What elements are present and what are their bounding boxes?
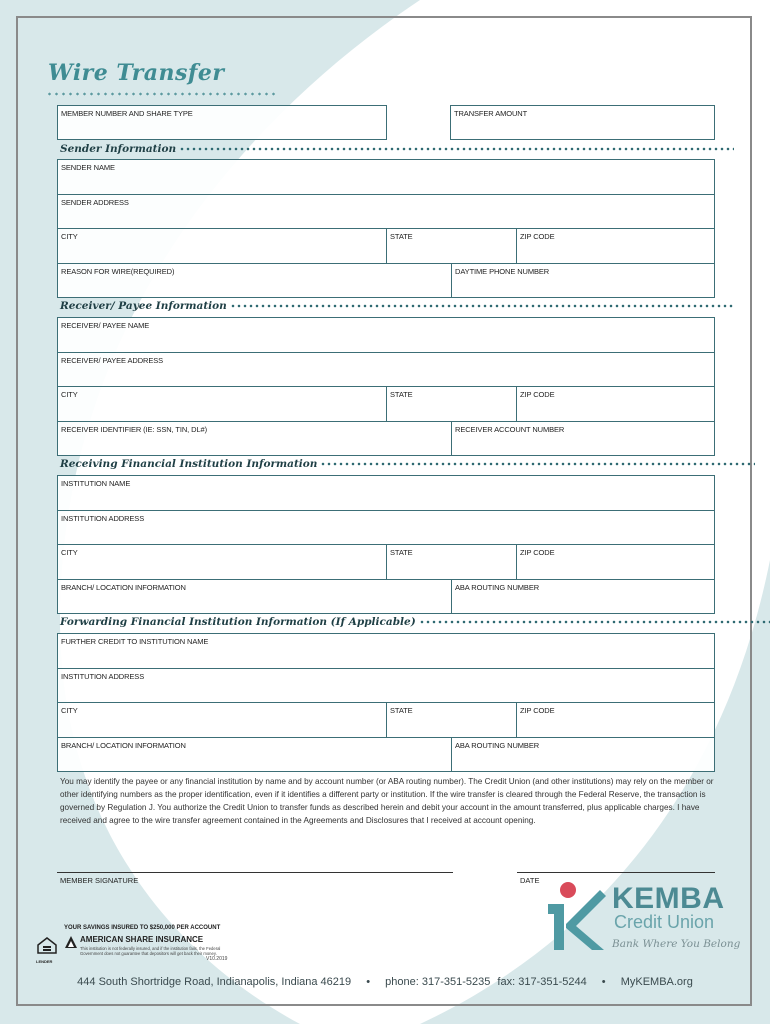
further-credit-name-field[interactable] <box>58 634 714 669</box>
receiving-fi-section-heading: Receiving Financial Institution Information <box>60 458 755 472</box>
brand-subtitle: Credit Union <box>614 912 715 932</box>
forwarding-city-row <box>58 702 714 737</box>
sender-reason-row <box>58 263 714 298</box>
city-label: CITY <box>61 706 78 715</box>
disclaimer-text: You may identify the payee or any financial institution by name and by account number (or ABA routing number). The Credit Union (and other institutions) may rely on the member or other identifying numbers as the proper identification, even if it identifies a different party or institution. If the wire transfer is cleared through the Federal Reserve, the transaction is governed by Regulation J. You authorize the Credit Union to transfer funds as described herein and debit your account in the amount transferred, plus applicable charges. I have received and agree to the wire transfer agreement contained in the Agreements and Disclosures that I received at account opening. <box>60 777 714 825</box>
forwarding-fi-section <box>57 633 715 772</box>
institution-city-row <box>58 544 714 579</box>
daytime-phone-field[interactable] <box>451 264 714 298</box>
aba-label: ABA ROUTING NUMBER <box>455 741 540 750</box>
receiver-account-field[interactable] <box>451 422 714 456</box>
identifier-label: RECEIVER IDENTIFIER (IE: SSN, TIN, DL#) <box>61 425 207 434</box>
transfer-amount-label: TRANSFER AMOUNT <box>454 109 528 118</box>
receiver-address-field[interactable] <box>58 352 714 387</box>
sender-name-label: SENDER NAME <box>61 163 115 172</box>
receiver-name-field[interactable] <box>58 318 714 353</box>
equal-housing-lender-icon <box>36 935 58 959</box>
lender-label: LENDER <box>36 959 53 964</box>
aba-label: ABA ROUTING NUMBER <box>455 583 540 592</box>
insurance-line1: YOUR SAVINGS INSURED TO $250,000 PER ACCOUNT <box>64 925 221 931</box>
footer-fax: fax: 317-351-5244 <box>497 976 587 988</box>
footer-phone: phone: 317-351-5235 <box>385 976 491 988</box>
institution-address-label: INSTITUTION ADDRESS <box>61 514 145 523</box>
receiver-section-heading: Receiver/ Payee Information <box>60 300 735 314</box>
zip-label: ZIP CODE <box>520 232 555 241</box>
footer-website-link[interactable]: MyKEMBA.org <box>620 976 693 988</box>
institution-name-field[interactable] <box>58 476 714 511</box>
state-label: STATE <box>390 548 413 557</box>
signature-label: MEMBER SIGNATURE <box>60 876 139 885</box>
receiver-address-label: RECEIVER/ PAYEE ADDRESS <box>61 356 164 365</box>
signature-line[interactable] <box>57 872 453 873</box>
reason-for-wire-field[interactable] <box>58 264 451 298</box>
member-number-field[interactable] <box>57 105 387 140</box>
sender-state-field[interactable] <box>386 229 516 263</box>
branch-location-field[interactable] <box>58 580 451 614</box>
transfer-amount-field[interactable] <box>450 105 715 140</box>
forwarding-state-field[interactable] <box>386 703 516 737</box>
date-label: DATE <box>520 876 540 885</box>
institution-zip-field[interactable] <box>516 545 714 579</box>
forwarding-branch-row <box>58 737 714 772</box>
brand-name: KEMBA <box>612 882 725 915</box>
receiver-zip-field[interactable] <box>516 387 714 421</box>
kemba-k-logo-icon <box>544 880 608 952</box>
institution-state-field[interactable] <box>386 545 516 579</box>
sender-section-heading: Sender Information <box>60 143 734 157</box>
aba-routing-field[interactable] <box>451 580 714 614</box>
receiver-name-label: RECEIVER/ PAYEE NAME <box>61 321 150 330</box>
further-credit-label: FURTHER CREDIT TO INSTITUTION NAME <box>61 637 209 646</box>
receiver-id-row <box>58 421 714 456</box>
footer-separator: • <box>366 976 371 988</box>
date-line[interactable] <box>517 872 715 873</box>
city-label: CITY <box>61 390 78 399</box>
branch-label: BRANCH/ LOCATION INFORMATION <box>61 741 186 750</box>
sender-city-field[interactable] <box>58 229 386 263</box>
brand-tagline: Bank Where You Belong <box>612 938 741 950</box>
city-label: CITY <box>61 548 78 557</box>
receiver-city-field[interactable] <box>58 387 386 421</box>
zip-label: ZIP CODE <box>520 548 555 557</box>
sender-name-field[interactable] <box>58 160 714 195</box>
footer-contact <box>0 976 770 988</box>
receiving-fi-section <box>57 475 715 614</box>
receiver-identifier-field[interactable] <box>58 422 451 456</box>
zip-label: ZIP CODE <box>520 706 555 715</box>
forwarding-branch-field[interactable] <box>58 738 451 772</box>
member-number-label: MEMBER NUMBER AND SHARE TYPE <box>61 109 193 118</box>
forwarding-address-field[interactable] <box>58 668 714 703</box>
state-label: STATE <box>390 390 413 399</box>
insurance-fine-print: This institution is not federally insured, and if the institution fails, the Federal Government does not guarantee that depositors will get back their money. <box>80 946 221 956</box>
forwarding-city-field[interactable] <box>58 703 386 737</box>
sender-address-field[interactable] <box>58 194 714 229</box>
forwarding-address-label: INSTITUTION ADDRESS <box>61 672 145 681</box>
branch-label: BRANCH/ LOCATION INFORMATION <box>61 583 186 592</box>
insurance-line2: AMERICAN SHARE INSURANCE <box>80 935 204 944</box>
sender-address-label: SENDER ADDRESS <box>61 198 129 207</box>
account-label: RECEIVER ACCOUNT NUMBER <box>455 425 565 434</box>
state-label: STATE <box>390 232 413 241</box>
receiver-state-field[interactable] <box>386 387 516 421</box>
sender-city-row <box>58 228 714 263</box>
forwarding-zip-field[interactable] <box>516 703 714 737</box>
forwarding-aba-field[interactable] <box>451 738 714 772</box>
city-label: CITY <box>61 232 78 241</box>
footer-address: 444 South Shortridge Road, Indianapolis, Indiana 46219 <box>77 976 352 988</box>
title-dotted-rule <box>46 92 276 96</box>
form-title: Wire Transfer <box>48 60 225 86</box>
institution-city-field[interactable] <box>58 545 386 579</box>
institution-name-label: INSTITUTION NAME <box>61 479 131 488</box>
forwarding-fi-section-heading: Forwarding Financial Institution Information (If Applicable) <box>60 616 770 630</box>
reason-label: REASON FOR WIRE(REQUIRED) <box>61 267 175 276</box>
institution-branch-row <box>58 579 714 614</box>
asi-logo-icon <box>64 935 78 949</box>
sender-section <box>57 159 715 298</box>
insurance-notice <box>36 925 246 970</box>
insurance-version: V10.2019 <box>206 956 228 962</box>
state-label: STATE <box>390 706 413 715</box>
zip-label: ZIP CODE <box>520 390 555 399</box>
phone-label: DAYTIME PHONE NUMBER <box>455 267 550 276</box>
sender-zip-field[interactable] <box>516 229 714 263</box>
footer-separator: • <box>601 976 606 988</box>
institution-address-field[interactable] <box>58 510 714 545</box>
receiver-city-row <box>58 386 714 421</box>
receiver-section <box>57 317 715 456</box>
